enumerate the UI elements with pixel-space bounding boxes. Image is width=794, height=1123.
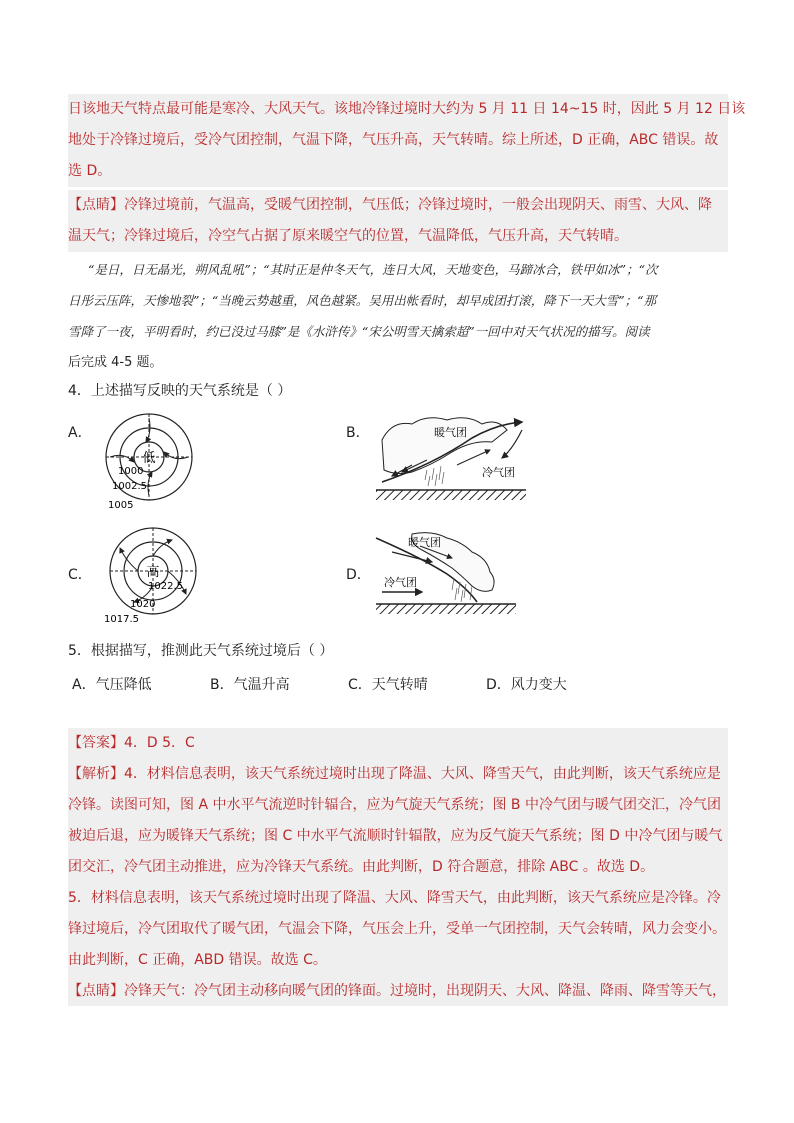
fig-c-isobar-label: 1017.5 [104, 614, 139, 625]
passage-line: 日彤云压阵，天惨地裂”；“当晚云势越重，风色越紧。吴用出帐看时，却早成团打滚，降下一天大雪”；“那 [68, 293, 657, 308]
option-a-label: A． [68, 425, 92, 441]
option-b-label: B． [346, 425, 370, 441]
passage-line: “是日，日无晶光，朔风乱吼”；“其时正是仲冬天气，连日大风，天地变色，马蹄冰合，铁甲如冰”；“次 [88, 262, 658, 277]
q5-option-b: B．气温升高 [210, 677, 290, 693]
fig-a-isobar-label: 1002.5 [112, 481, 147, 492]
analysis-tag: 【解析】 [68, 766, 124, 782]
q5-option-d: D．风力变大 [486, 677, 567, 693]
option-d-label: D． [346, 567, 371, 583]
answer-text: 4．D 5．C [124, 735, 195, 751]
answer-tag: 【答案】 [68, 735, 124, 751]
fig-c-center-label: 高 [146, 565, 160, 580]
tip-tag: 【点睛】 [68, 983, 124, 999]
figure-b-warm-front [372, 410, 532, 510]
passage-line: 雪降了一夜，平明看时，约已没过马膝”是《水浒传》“宋公明雪天擒索超”一回中对天气状况的描写。阅读 [68, 324, 650, 339]
analysis-text: 5．材料信息表明，该天气系统过境时出现了降温、大风、降雪天气，由此判断，该天气系统应是冷锋。冷 [68, 890, 721, 906]
tip-text: 冷锋过境前，气温高，受暖气团控制，气压低；冷锋过境时，一般会出现阴天、雨雪、大风、降 [124, 197, 712, 213]
figure-c-anticyclone [100, 526, 210, 626]
analysis-top [68, 94, 746, 187]
analysis-line: 选 D。 [68, 163, 112, 179]
fig-d-cold-label: 冷气团 [384, 576, 417, 589]
question-4-stem: 4．上述描写反映的天气系统是（ ） [68, 383, 292, 399]
fig-c-isobar-label: 1020 [130, 599, 156, 610]
analysis-line: 日该地天气特点最可能是寒冷、大风天气。该地冷锋过境时大约为 5 月 11 日 14~15 时，因此 5 月 12 日该 [68, 101, 746, 117]
analysis-text: 冷锋。读图可知，图 A 中水平气流逆时针辐合，应为气旋天气系统；图 B 中冷气团与暖气团交汇，冷气团 [68, 797, 721, 813]
analysis-text: 由此判断，C 正确，ABD 错误。故选 C。 [68, 952, 327, 968]
analysis-text: 4．材料信息表明，该天气系统过境时出现了降温、大风、降雪天气，由此判断，该天气系统应是 [124, 766, 721, 782]
analysis-text: 团交汇，冷气团主动推进，应为冷锋天气系统。由此判断，D 符合题意，排除 ABC 。故选 D。 [68, 859, 655, 875]
option-c-label: C． [68, 567, 92, 583]
fig-b-cold-label: 冷气团 [482, 466, 515, 479]
passage-line: 后完成 4-5 题。 [68, 355, 163, 370]
tip-text: 冷锋天气：冷气团主动移向暖气团的锋面。过境时，出现阴天、大风、降温、降雨、降雪等天气， [124, 983, 726, 999]
analysis-text: 锋过境后，冷气团取代了暖气团，气温会下降，气压会上升，受单一气团控制，天气会转晴，风力会变小。 [68, 921, 726, 937]
tip-text: 温天气；冷锋过境后，冷空气占据了原来暖空气的位置，气温降低，气压升高，天气转晴。 [68, 228, 628, 244]
q5-option-c: C．天气转晴 [348, 677, 428, 693]
figure-a-cyclone [96, 412, 206, 512]
tip-top [68, 190, 728, 252]
figure-d-cold-front [372, 528, 522, 624]
fig-a-isobar-label: 1000 [118, 466, 144, 477]
analysis-text: 被迫后退，应为暖锋天气系统；图 C 中水平气流顺时针辐散，应为反气旋天气系统；图 D 中冷气团与暖气 [68, 828, 723, 844]
question-5-stem: 5．根据描写，推测此天气系统过境后（ ） [68, 643, 334, 659]
fig-d-warm-label: 暖气团 [408, 536, 441, 549]
tip-tag: 【点睛】 [68, 197, 124, 213]
answer-block [68, 728, 728, 1006]
fig-c-isobar-label: 1022.5 [148, 581, 183, 592]
fig-b-warm-label: 暖气团 [434, 426, 467, 439]
reading-passage [68, 254, 728, 378]
analysis-line: 地处于冷锋过境后，受冷气团控制，气温下降，气压升高，天气转晴。综上所述，D 正确，ABC 错误。故 [68, 132, 719, 148]
fig-a-center-label: 低 [142, 451, 156, 466]
fig-a-isobar-label: 1005 [108, 500, 134, 511]
q5-option-a: A．气压降低 [72, 677, 152, 693]
